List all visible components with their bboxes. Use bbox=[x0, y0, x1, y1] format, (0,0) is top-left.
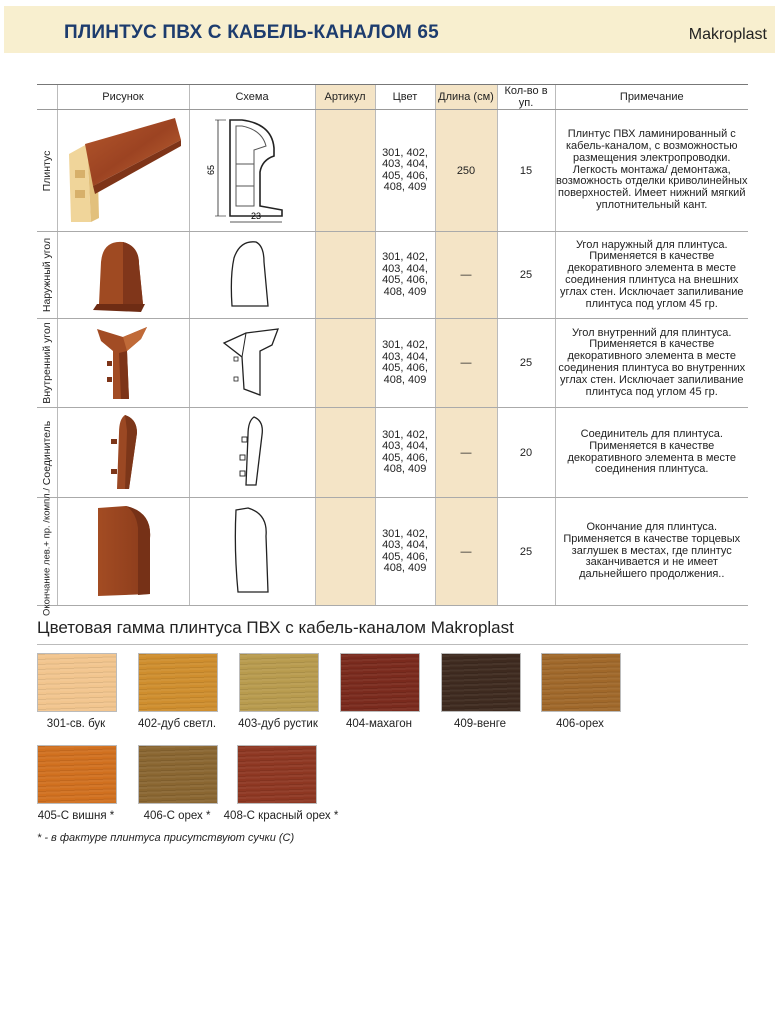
col-header: Примечание bbox=[555, 85, 748, 110]
qty-cell: 25 bbox=[497, 498, 555, 606]
swatch-label: 406-орех bbox=[556, 718, 604, 730]
table-header-row bbox=[37, 85, 748, 110]
swatch-label: 408-С красный орех * bbox=[223, 810, 339, 822]
scheme-cell bbox=[189, 110, 315, 232]
dimension-width: 23 bbox=[250, 210, 262, 221]
qty-cell: 20 bbox=[497, 408, 555, 498]
colors-cell: 301, 402, 403, 404, 405, 406, 408, 409 bbox=[375, 498, 435, 606]
swatch-label: 406-С орех * bbox=[143, 810, 211, 822]
product-photo bbox=[57, 232, 189, 319]
skirting-scheme bbox=[202, 112, 302, 227]
row-label: Наружный угол bbox=[37, 232, 57, 319]
swatch-label: 301-св. бук bbox=[46, 718, 106, 730]
col-header: Артикул bbox=[315, 85, 375, 110]
color-swatch bbox=[237, 745, 317, 804]
qty-cell: 15 bbox=[497, 110, 555, 232]
article-cell bbox=[315, 110, 375, 232]
swatch-label: 402-дуб светл. bbox=[137, 718, 217, 730]
colors-cell: 301, 402, 403, 404, 405, 406, 408, 409 bbox=[375, 110, 435, 232]
swatch-label: 404-махагон bbox=[345, 718, 413, 730]
note-cell: Угол внутренний для плинтуса. Применяется в качестве декоративного элемента в месте соединения плинтуса во внутренних углах стен. Исключает запиливание плинтуса под углом 45 гр. bbox=[555, 319, 748, 408]
palette-title: Цветовая гамма плинтуса ПВХ с кабель-каналом Makroplast bbox=[37, 618, 514, 637]
row-label: Плинтус bbox=[37, 110, 57, 232]
colors-cell: 301, 402, 403, 404, 405, 406, 408, 409 bbox=[375, 408, 435, 498]
length-cell: — bbox=[435, 408, 497, 498]
scheme-cell bbox=[189, 319, 315, 408]
swatch-label: 403-дуб рустик bbox=[238, 718, 318, 730]
note-cell: Соединитель для плинтуса. Применяется в качестве декоративного элемента в месте соединения плинтуса. bbox=[555, 408, 748, 498]
table-row bbox=[37, 319, 748, 408]
page-title: ПЛИНТУС ПВХ С КАБЕЛЬ-КАНАЛОМ 65 bbox=[64, 22, 439, 43]
color-swatch bbox=[340, 653, 420, 712]
length-cell: — bbox=[435, 498, 497, 606]
skirting-photo bbox=[63, 114, 183, 224]
outer-corner-photo bbox=[83, 234, 163, 314]
note-cell: Плинтус ПВХ ламинированный с кабель-каналом, с возможностью размещения электропроводки. Легкость монтажа/ демонтажа, возможность отделки криволинейных поверхностей. Имеет нижний мягкий уплотнительный кант. bbox=[555, 110, 748, 232]
product-photo bbox=[57, 408, 189, 498]
color-swatch bbox=[441, 653, 521, 712]
length-cell: — bbox=[435, 319, 497, 408]
product-photo bbox=[57, 110, 189, 232]
color-swatch bbox=[138, 745, 218, 804]
table-row bbox=[37, 110, 748, 232]
outer-corner-scheme bbox=[222, 236, 282, 312]
color-swatch bbox=[541, 653, 621, 712]
colors-cell: 301, 402, 403, 404, 405, 406, 408, 409 bbox=[375, 319, 435, 408]
product-photo bbox=[57, 498, 189, 606]
col-header: Цвет bbox=[375, 85, 435, 110]
swatch-label: 409-венге bbox=[453, 718, 507, 730]
col-header: Длина (см) bbox=[435, 85, 497, 110]
qty-cell: 25 bbox=[497, 319, 555, 408]
color-swatch bbox=[37, 653, 117, 712]
end-cap-photo bbox=[78, 498, 168, 602]
table-row bbox=[37, 232, 748, 319]
inner-corner-scheme bbox=[212, 323, 292, 401]
article-cell bbox=[315, 232, 375, 319]
brand-name: Makroplast bbox=[688, 26, 767, 43]
article-cell bbox=[315, 498, 375, 606]
scheme-cell bbox=[189, 408, 315, 498]
length-cell: 250 bbox=[435, 110, 497, 232]
inner-corner-photo bbox=[83, 321, 163, 403]
note-cell: Окончание для плинтуса. Применяется в качестве торцевых заглушек в местах, где плинтус заканчивается и не имеет дальнейшего продолжения.. bbox=[555, 498, 748, 606]
color-swatch bbox=[239, 653, 319, 712]
table-row bbox=[37, 498, 748, 606]
article-cell bbox=[315, 319, 375, 408]
col-header: Схема bbox=[189, 85, 315, 110]
table-row bbox=[37, 408, 748, 498]
divider bbox=[37, 644, 748, 645]
row-label: Внутренний угол bbox=[37, 319, 57, 408]
footnote: * - в фактуре плинтуса присутствуют сучки (С) bbox=[37, 832, 295, 844]
swatch-label: 405-С вишня * bbox=[37, 810, 115, 822]
color-swatch bbox=[37, 745, 117, 804]
product-photo bbox=[57, 319, 189, 408]
note-cell: Угол наружный для плинтуса. Применяется в качестве декоративного элемента в месте соединения плинтуса на внешних углах стен. Исключает запиливание плинтуса под углом 45 гр. bbox=[555, 232, 748, 319]
dimension-height: 65 bbox=[206, 164, 216, 175]
scheme-cell bbox=[189, 498, 315, 606]
row-label: Окончание лев.+ пр. /компл./ bbox=[37, 498, 57, 606]
end-cap-scheme bbox=[222, 500, 282, 600]
connector-scheme bbox=[222, 411, 282, 491]
col-header: Рисунок bbox=[57, 85, 189, 110]
col-header: Кол-во в уп. bbox=[497, 85, 555, 110]
colors-cell: 301, 402, 403, 404, 405, 406, 408, 409 bbox=[375, 232, 435, 319]
color-swatch bbox=[138, 653, 218, 712]
qty-cell: 25 bbox=[497, 232, 555, 319]
page-header bbox=[4, 6, 775, 53]
length-cell: — bbox=[435, 232, 497, 319]
article-cell bbox=[315, 408, 375, 498]
connector-photo bbox=[93, 409, 153, 493]
spec-table bbox=[37, 84, 748, 616]
row-label: Соединитель bbox=[37, 408, 57, 498]
scheme-cell bbox=[189, 232, 315, 319]
